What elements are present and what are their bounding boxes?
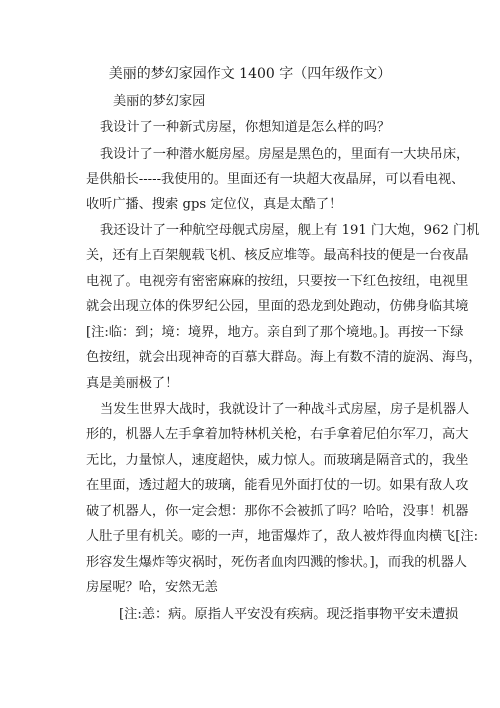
text-line: 破了机器人，你一定会想：那你不会被抓了吗？哈哈，没事！机器 <box>86 504 469 519</box>
text-line: 房屋呢？哈，安然无恙 <box>86 580 218 595</box>
text-line: 当发生世界大战时，我就设计了一种战斗式房屋，房子是机器人 <box>100 402 470 417</box>
text-line: 人肚子里有机关。嘭的一声，地雷爆炸了，敌人被炸得血肉横飞[注: <box>86 529 479 544</box>
text-line: 就会出现立体的侏罗纪公园，里面的恐龙到处跑动，仿佛身临其境 <box>86 299 469 314</box>
text-line: 我设计了一种潜水艇房屋。房屋是黑色的，里面有一大块吊床， <box>100 147 470 162</box>
text-line: 是供船长-----我使用的。里面还有一块超大夜晶屏，可以看电视、 <box>86 172 465 187</box>
document-title: 美丽的梦幻家园作文 1400 字（四年级作文） <box>108 66 392 82</box>
text-line: [注:恙：病。原指人平安没有疾病。现泛指事物平安未遭损 <box>119 607 459 622</box>
text-line: 我还设计了一种航空母舰式房屋，舰上有 191 门大炮，962 门机 <box>100 223 480 238</box>
text-line: 在里面，透过超大的玻璃，能看见外面打仗的一切。如果有敌人攻 <box>86 478 469 493</box>
text-line: 电视了。电视旁有密密麻麻的按纽，只要按一下红色按纽，电视里 <box>86 274 469 289</box>
text-line: 我设计了一种新式房屋，你想知道是怎么样的吗？ <box>100 120 391 135</box>
document-subtitle: 美丽的梦幻家园 <box>113 94 206 109</box>
text-line: 无比，力量惊人，速度超快，威力惊人。而玻璃是隔音式的，我坐 <box>86 453 469 468</box>
text-line: 形的，机器人左手拿着加特林机关枪，右手拿着尼伯尔军刀，高大 <box>86 427 469 442</box>
text-line: [注:临：到；境：境界，地方。亲自到了那个境地。]。再按一下绿 <box>86 325 464 340</box>
text-line: 关，还有上百架舰载飞机、核反应堆等。最高科技的便是一台夜晶 <box>86 248 469 263</box>
text-line: 真是美丽极了！ <box>86 376 179 391</box>
text-line: 形容发生爆炸等灾祸时，死伤者血肉四溅的惨状。]，而我的机器人 <box>86 555 467 570</box>
text-line: 收听广播、搜索 gps 定位仪，真是太酷了！ <box>86 197 343 212</box>
text-line: 色按纽，就会出现神奇的百慕大群岛。海上有数不清的旋涡、海鸟， <box>86 350 482 365</box>
